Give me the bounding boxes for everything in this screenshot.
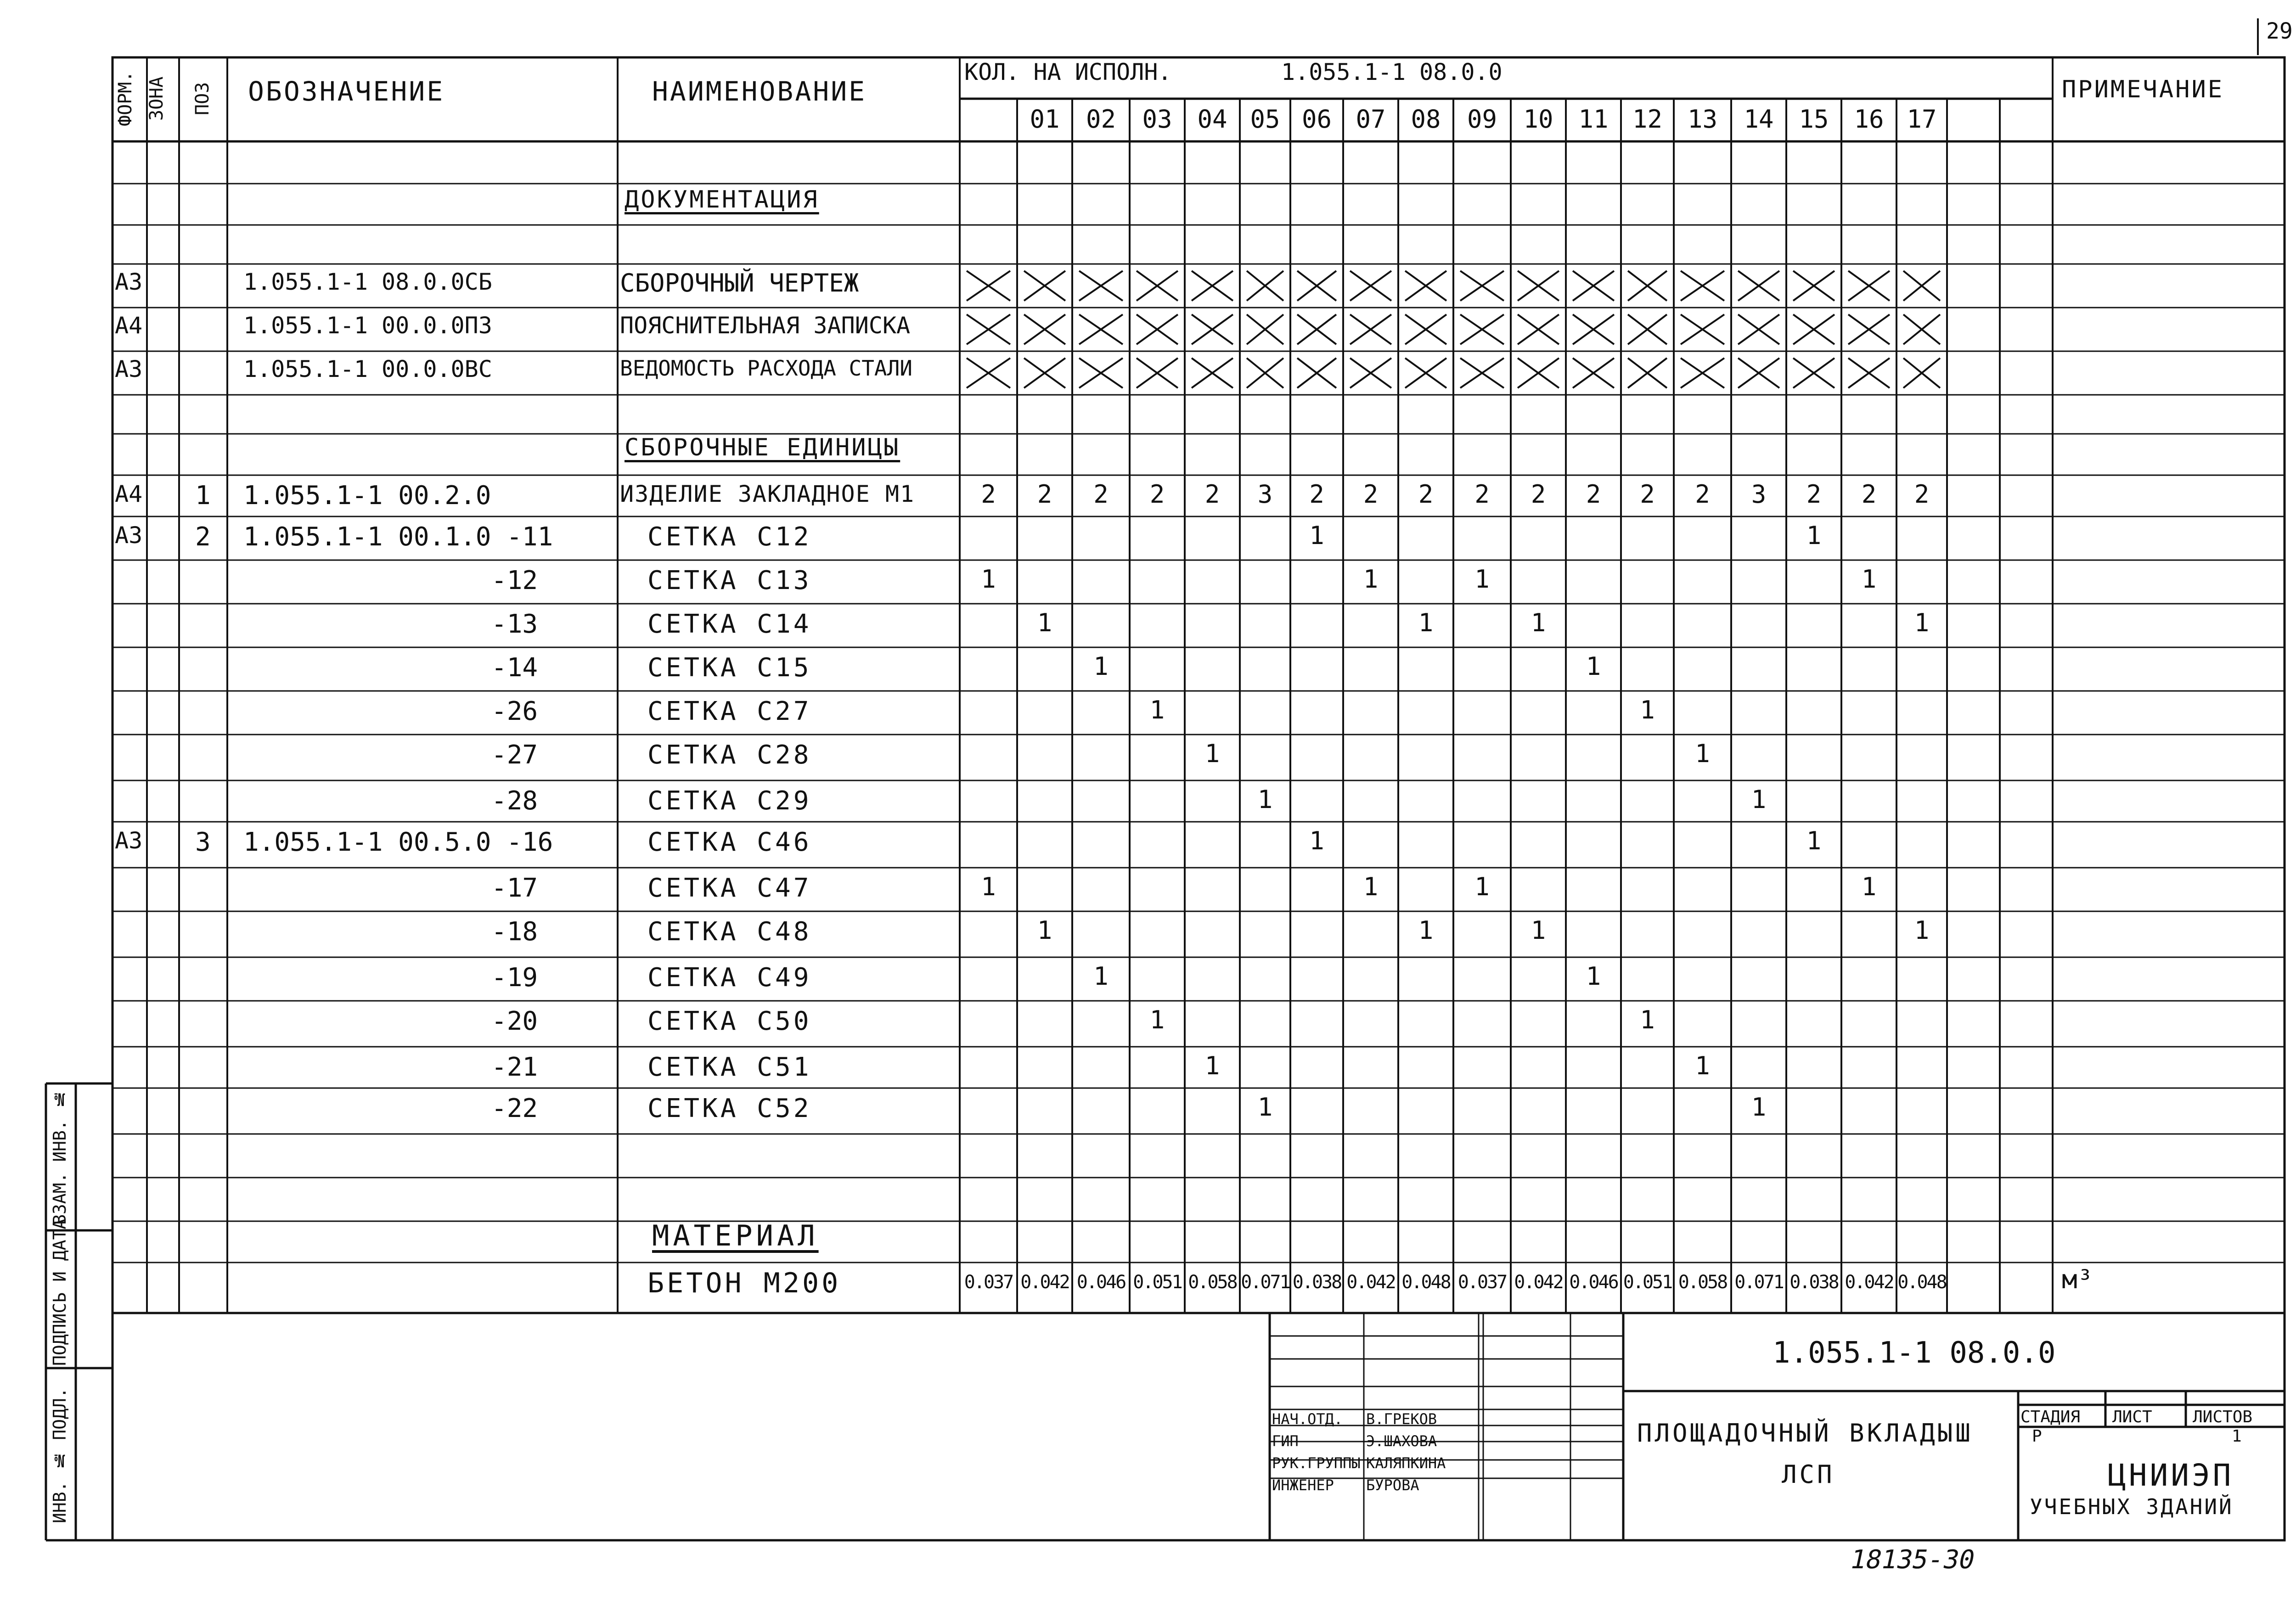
quantity-cell: 1 bbox=[1861, 872, 1877, 901]
quantity-cell: 1 bbox=[1037, 916, 1052, 945]
quantity-cell: 1 bbox=[1309, 521, 1324, 550]
title-code: 1.055.1-1 08.0.0 bbox=[1773, 1336, 2056, 1370]
quantity-cell: 2 bbox=[1914, 480, 1930, 509]
quantity-cell: 1 bbox=[1149, 696, 1165, 724]
sheets-value: 1 bbox=[2232, 1427, 2242, 1446]
doc-format: А4 bbox=[115, 312, 143, 339]
header-designation: ОБОЗНАЧЕНИЕ bbox=[248, 76, 445, 107]
stamp-inv: ИНВ. № ПОДЛ. bbox=[50, 1387, 70, 1523]
item-designation: -20 bbox=[491, 1006, 538, 1036]
concrete-volume: 0.058 bbox=[1188, 1272, 1237, 1293]
quantity-cell: 2 bbox=[1531, 480, 1546, 509]
quantity-cell: 1 bbox=[1363, 565, 1379, 594]
item-designation: 1.055.1-1 00.5.0 -16 bbox=[243, 827, 553, 857]
role-title: ГИП bbox=[1272, 1432, 1299, 1450]
quantity-cell: 1 bbox=[1363, 872, 1379, 901]
item-name: СЕТКА С47 bbox=[647, 873, 812, 903]
execution-header: 15 bbox=[1799, 105, 1829, 134]
concrete-volume: 0.042 bbox=[1514, 1272, 1563, 1293]
material-unit: м³ bbox=[2062, 1265, 2093, 1295]
concrete-volume: 0.046 bbox=[1076, 1272, 1125, 1293]
item-designation: -13 bbox=[491, 609, 538, 639]
header-qty-label: КОЛ. НА ИСПОЛН. bbox=[964, 59, 1172, 85]
org-line1: ЦНИИЭП bbox=[2108, 1458, 2234, 1493]
section-assembly-units: СБОРОЧНЫЕ ЕДИНИЦЫ bbox=[625, 434, 900, 461]
execution-header: 13 bbox=[1687, 105, 1718, 134]
execution-header: 05 bbox=[1250, 105, 1280, 134]
role-person: БУРОВА bbox=[1366, 1476, 1419, 1494]
quantity-cell: 2 bbox=[1861, 480, 1877, 509]
concrete-volume: 0.048 bbox=[1897, 1272, 1946, 1293]
role-title: ИНЖЕНЕР bbox=[1272, 1476, 1334, 1494]
quantity-cell: 1 bbox=[1474, 565, 1490, 594]
quantity-cell: 1 bbox=[1695, 1051, 1710, 1080]
doc-designation: 1.055.1-1 00.0.0ПЗ bbox=[243, 312, 492, 339]
quantity-cell: 1 bbox=[1531, 608, 1546, 637]
material-name: БЕТОН М200 bbox=[647, 1267, 841, 1299]
quantity-cell: 1 bbox=[1037, 608, 1052, 637]
execution-header: 14 bbox=[1744, 105, 1774, 134]
item-name: СЕТКА С51 bbox=[647, 1052, 812, 1082]
item-designation: -28 bbox=[491, 786, 538, 816]
quantity-cell: 1 bbox=[1093, 962, 1109, 991]
execution-header: 06 bbox=[1301, 105, 1332, 134]
item-name: СЕТКА С15 bbox=[647, 653, 812, 683]
footer-number: 18135-30 bbox=[1847, 1545, 1978, 1575]
quantity-cell: 2 bbox=[1418, 480, 1434, 509]
item-designation: 1.055.1-1 00.1.0 -11 bbox=[243, 522, 553, 552]
item-name: СЕТКА С14 bbox=[647, 609, 812, 639]
quantity-cell: 1 bbox=[1586, 962, 1601, 991]
role-title: НАЧ.ОТД. bbox=[1272, 1410, 1343, 1428]
execution-header: 17 bbox=[1907, 105, 1937, 134]
item-pos: 3 bbox=[195, 827, 211, 857]
title-line2: ЛСП bbox=[1782, 1460, 1835, 1489]
quantity-cell: 1 bbox=[1695, 739, 1710, 768]
doc-designation: 1.055.1-1 00.0.0ВС bbox=[243, 356, 492, 382]
quantity-cell: 2 bbox=[1806, 480, 1822, 509]
execution-header: 09 bbox=[1467, 105, 1497, 134]
quantity-cell: 2 bbox=[981, 480, 996, 509]
title-line1: ПЛОЩАДОЧНЫЙ ВКЛАДЫШ bbox=[1637, 1419, 1973, 1448]
quantity-cell: 1 bbox=[1914, 608, 1930, 637]
item-designation: -12 bbox=[491, 566, 538, 595]
doc-name: ВЕДОМОСТЬ РАСХОДА СТАЛИ bbox=[620, 356, 912, 381]
quantity-cell: 1 bbox=[1806, 826, 1822, 855]
execution-header: 07 bbox=[1356, 105, 1386, 134]
item-designation: 1.055.1-1 00.2.0 bbox=[243, 481, 491, 511]
quantity-cell: 1 bbox=[1640, 1005, 1655, 1034]
sheet-number: 29 bbox=[2266, 18, 2293, 44]
item-name: СЕТКА С27 bbox=[647, 696, 812, 726]
quantity-cell: 2 bbox=[1695, 480, 1710, 509]
header-pos: ПОЗ bbox=[192, 82, 213, 116]
quantity-cell: 2 bbox=[1149, 480, 1165, 509]
quantity-cell: 1 bbox=[1093, 652, 1109, 681]
role-person: Э.ШАХОВА bbox=[1366, 1432, 1437, 1450]
role-person: В.ГРЕКОВ bbox=[1366, 1410, 1437, 1428]
quantity-cell: 1 bbox=[981, 872, 996, 901]
concrete-volume: 0.046 bbox=[1569, 1272, 1618, 1293]
quantity-cell: 1 bbox=[1418, 608, 1434, 637]
item-designation: -26 bbox=[491, 696, 538, 726]
item-name: ИЗДЕЛИЕ ЗАКЛАДНОЕ М1 bbox=[620, 481, 915, 507]
item-designation: -27 bbox=[491, 740, 538, 770]
quantity-cell: 1 bbox=[1861, 565, 1877, 594]
sheet-label: ЛИСТ bbox=[2112, 1408, 2152, 1426]
item-format: А3 bbox=[115, 827, 143, 854]
quantity-cell: 1 bbox=[1914, 916, 1930, 945]
item-designation: -14 bbox=[491, 653, 538, 683]
quantity-cell: 1 bbox=[1474, 872, 1490, 901]
item-name: СЕТКА С28 bbox=[647, 740, 812, 770]
item-name: СЕТКА С12 bbox=[647, 522, 812, 552]
doc-name: СБОРОЧНЫЙ ЧЕРТЕЖ bbox=[620, 269, 859, 297]
quantity-cell: 1 bbox=[1806, 521, 1822, 550]
concrete-volume: 0.051 bbox=[1623, 1272, 1672, 1293]
quantity-cell: 1 bbox=[1149, 1005, 1165, 1034]
quantity-cell: 2 bbox=[1093, 480, 1109, 509]
concrete-volume: 0.037 bbox=[964, 1272, 1013, 1293]
concrete-volume: 0.038 bbox=[1790, 1272, 1838, 1293]
quantity-cell: 1 bbox=[1257, 785, 1273, 814]
quantity-cell: 2 bbox=[1474, 480, 1490, 509]
execution-header: 16 bbox=[1854, 105, 1884, 134]
role-title: РУК.ГРУППЫ bbox=[1272, 1454, 1361, 1472]
concrete-volume: 0.058 bbox=[1678, 1272, 1727, 1293]
quantity-cell: 2 bbox=[1363, 480, 1379, 509]
execution-header: 01 bbox=[1030, 105, 1060, 134]
item-designation: -17 bbox=[491, 873, 538, 903]
quantity-cell: 1 bbox=[1418, 916, 1434, 945]
quantity-cell: 3 bbox=[1257, 480, 1273, 509]
concrete-volume: 0.038 bbox=[1292, 1272, 1341, 1293]
item-designation: -19 bbox=[491, 963, 538, 993]
stage-value: Р bbox=[2032, 1427, 2042, 1446]
section-material: МАТЕРИАЛ bbox=[652, 1219, 819, 1252]
concrete-volume: 0.071 bbox=[1734, 1272, 1783, 1293]
quantity-cell: 1 bbox=[1751, 785, 1767, 814]
quantity-cell: 2 bbox=[1037, 480, 1052, 509]
stamp-vzam: ВЗАМ. ИНВ. № bbox=[50, 1089, 70, 1225]
execution-header: 04 bbox=[1197, 105, 1227, 134]
concrete-volume: 0.071 bbox=[1241, 1272, 1289, 1293]
item-name: СЕТКА С29 bbox=[647, 786, 812, 816]
header-qty-doc: 1.055.1-1 08.0.0 bbox=[1281, 59, 1503, 85]
stage-label: СТАДИЯ bbox=[2020, 1408, 2081, 1426]
concrete-volume: 0.037 bbox=[1458, 1272, 1507, 1293]
item-format: А4 bbox=[115, 481, 143, 507]
org-line2: УЧЕБНЫХ ЗДАНИЙ bbox=[2030, 1494, 2234, 1519]
concrete-volume: 0.051 bbox=[1133, 1272, 1182, 1293]
item-name: СЕТКА С49 bbox=[647, 963, 812, 993]
item-designation: -22 bbox=[491, 1094, 538, 1123]
quantity-cell: 3 bbox=[1751, 480, 1767, 509]
quantity-cell: 1 bbox=[1204, 1051, 1220, 1080]
item-name: СЕТКА С48 bbox=[647, 917, 812, 947]
quantity-cell: 1 bbox=[1751, 1093, 1767, 1122]
item-name: СЕТКА С52 bbox=[647, 1094, 812, 1123]
quantity-cell: 2 bbox=[1586, 480, 1601, 509]
stamp-sign-date: ПОДПИСЬ И ДАТА bbox=[50, 1218, 70, 1366]
quantity-cell: 1 bbox=[1640, 696, 1655, 724]
execution-header: 02 bbox=[1086, 105, 1116, 134]
item-pos: 2 bbox=[195, 522, 211, 552]
doc-designation: 1.055.1-1 08.0.0СБ bbox=[243, 269, 492, 295]
quantity-cell: 1 bbox=[1531, 916, 1546, 945]
doc-format: А3 bbox=[115, 269, 143, 295]
item-name: СЕТКА С50 bbox=[647, 1006, 812, 1036]
header-note: ПРИМЕЧАНИЕ bbox=[2062, 76, 2224, 103]
header-format: ФОРМ. bbox=[115, 71, 136, 127]
doc-name: ПОЯСНИТЕЛЬНАЯ ЗАПИСКА bbox=[620, 312, 911, 339]
role-person: КАЛЯПКИНА bbox=[1366, 1454, 1446, 1472]
sheet-number-tick bbox=[2257, 18, 2259, 55]
sheets-label: ЛИСТОВ bbox=[2193, 1408, 2253, 1426]
execution-header: 11 bbox=[1578, 105, 1609, 134]
header-name: НАИМЕНОВАНИЕ bbox=[652, 76, 867, 107]
concrete-volume: 0.048 bbox=[1401, 1272, 1450, 1293]
concrete-volume: 0.042 bbox=[1346, 1272, 1395, 1293]
concrete-volume: 0.042 bbox=[1845, 1272, 1893, 1293]
item-pos: 1 bbox=[195, 481, 211, 511]
quantity-cell: 1 bbox=[1586, 652, 1601, 681]
quantity-cell: 1 bbox=[1309, 826, 1324, 855]
execution-header: 08 bbox=[1411, 105, 1441, 134]
quantity-cell: 1 bbox=[1257, 1093, 1273, 1122]
item-name: СЕТКА С46 bbox=[647, 827, 812, 857]
execution-header: 12 bbox=[1632, 105, 1663, 134]
item-designation: -21 bbox=[491, 1052, 538, 1082]
item-designation: -18 bbox=[491, 917, 538, 947]
quantity-cell: 2 bbox=[1309, 480, 1324, 509]
quantity-cell: 2 bbox=[1204, 480, 1220, 509]
concrete-volume: 0.042 bbox=[1020, 1272, 1069, 1293]
header-zone: ЗОНА bbox=[146, 76, 167, 121]
section-documentation: ДОКУМЕНТАЦИЯ bbox=[625, 186, 819, 213]
item-name: СЕТКА С13 bbox=[647, 566, 812, 595]
execution-header: 03 bbox=[1142, 105, 1172, 134]
quantity-cell: 1 bbox=[1204, 739, 1220, 768]
doc-format: А3 bbox=[115, 356, 143, 382]
quantity-cell: 2 bbox=[1640, 480, 1655, 509]
quantity-cell: 1 bbox=[981, 565, 996, 594]
item-format: А3 bbox=[115, 522, 143, 549]
execution-header: 10 bbox=[1523, 105, 1553, 134]
